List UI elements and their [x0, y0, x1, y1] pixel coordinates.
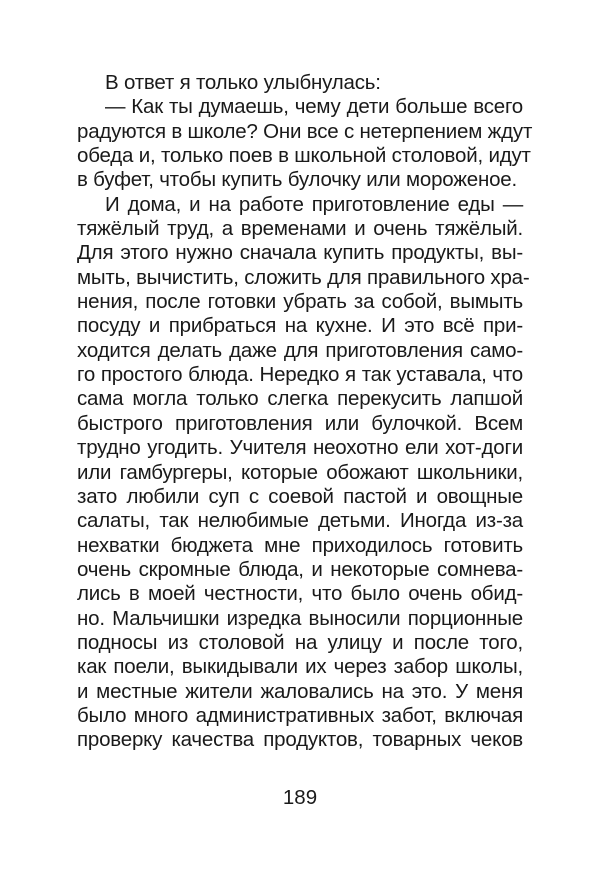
text-line: и местные жители жаловались на это. У меня [77, 679, 523, 703]
text-line: тяжёлый труд, а временами и очень тяжёлый. [77, 217, 523, 241]
text-line: ходится делать даже для приготовления само- [77, 338, 523, 362]
body-text [77, 71, 533, 753]
text-line: как поели, выкидывали их через забор школы, [77, 655, 523, 679]
text-line: трудно угодить. Учителя неохотно ели хот-доги [77, 436, 523, 460]
text-line: было много административных забот, включая [77, 703, 523, 727]
text-line: нехватки бюджета мне приходилось готовить [77, 533, 523, 557]
text-line: сама могла только слегка перекусить лапшой [77, 387, 523, 411]
text-line: радуются в школе? Они все с нетерпением ждут [77, 119, 533, 143]
text-line: зато любили суп с соевой пастой и овощные [77, 484, 523, 508]
text-line: очень скромные блюда, и некоторые сомнева- [77, 557, 523, 581]
text-line: И дома, и на работе приготовление еды — [105, 192, 523, 216]
text-line: быстрого приготовления или булочкой. Всем [77, 411, 523, 435]
text-line: но. Мальчишки изредка выносили порционные [77, 606, 523, 630]
page-number: 189 [282, 786, 318, 809]
text-line: мыть, вычистить, сложить для правильного хра- [77, 265, 530, 289]
text-line: го простого блюда. Нередко я так уставала, что [77, 363, 523, 387]
text-line: проверку качества продуктов, товарных чеков [77, 728, 523, 752]
text-line: Для этого нужно сначала купить продукты, вы- [77, 241, 523, 265]
text-line: — Как ты думаешь, чему дети больше всего [105, 95, 523, 119]
text-line: подносы из столовой на улицу и после того, [77, 630, 523, 654]
text-line: посуду и прибраться на кухне. И это всё при- [77, 314, 523, 338]
text-line: лись в моей честности, что было очень обид- [77, 582, 523, 606]
text-line: В ответ я только улыбнулась: [105, 71, 381, 94]
text-line: нения, после готовки убрать за собой, вымыть [77, 290, 523, 314]
text-line: или гамбургеры, которые обожают школьники, [77, 460, 523, 484]
text-line: обеда и, только поев в школьной столовой, идут [77, 144, 531, 168]
text-line: в буфет, чтобы купить булочку или мороженое. [77, 168, 517, 192]
text-line: салаты, так нелюбимые детьми. Иногда из-за [77, 509, 523, 533]
